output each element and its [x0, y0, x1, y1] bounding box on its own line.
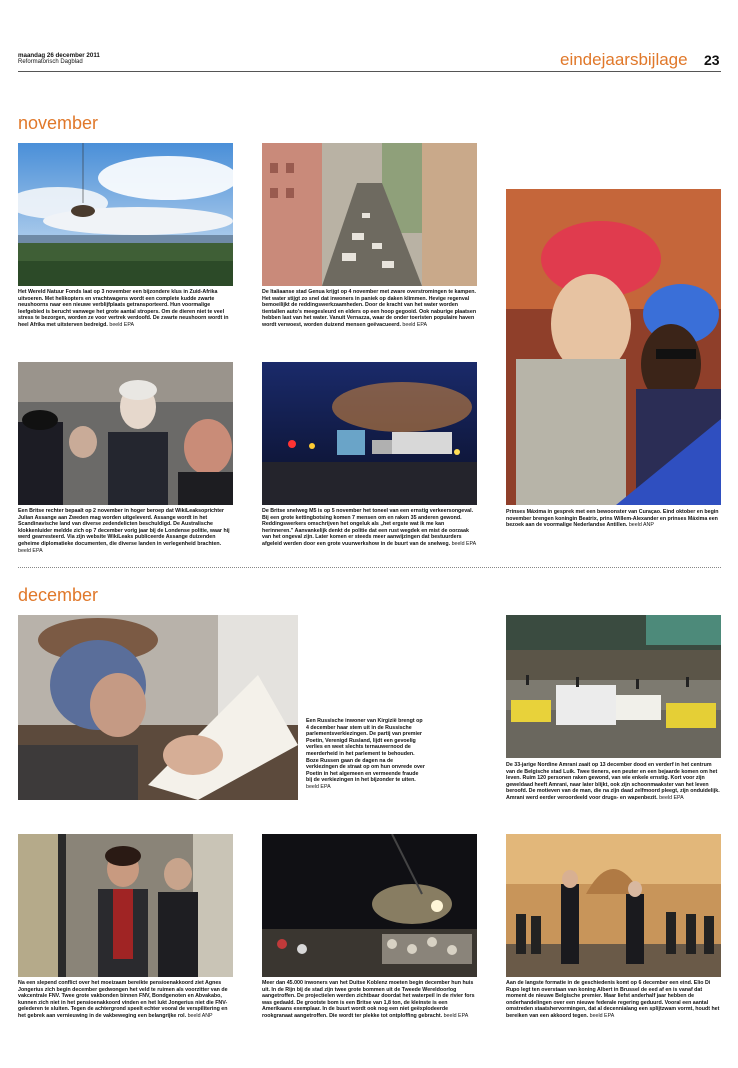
caption-rhino	[18, 289, 233, 329]
newspaper-name: Reformatorisch Dagblad	[18, 59, 83, 65]
photo-kirgizie-voter	[18, 615, 298, 800]
issue-date: maandag 26 december 2011	[18, 52, 100, 59]
photo-m5-crash	[262, 362, 477, 505]
caption-text: Na een slepend conflict over het moeizaam bereikte pensioenakkoord ziet Agnes Jongerius zich begin december gedwongen het veld te ruimen als voorzitter van de vakcentrale FNV. Twee grote vakbonden binnen FNV, Bondgenoten en Abvakabo, kunnen zich niet in het pensioenakkoord vinden en het lukt Jongerius niet die FNV-gelederen te sluiten. Tegen de achtergrond speelt echter vooral de verspilitering en het gebrek aan vernieuwing in de vakbeweging een belangrijke rol.	[18, 980, 228, 1019]
photo-credit: beeld EPA	[443, 1012, 469, 1019]
caption-genoa	[262, 289, 477, 329]
photo-dirupo-oath	[506, 834, 721, 977]
section-title: eindejaarsbijlage	[560, 50, 688, 69]
caption-fnv	[18, 980, 233, 1020]
month-heading-december: december	[18, 585, 99, 605]
caption-text: Een Britse rechter bepaalt op 2 november in hoger beroep dat WikiLeaksoprichter Julian Assange aan Zweden mag worden uitgeleverd. Assange wordt in het Scandinavische land van diverse zedendelicten beschuldigd. De Australische klokkenluider meldde zich op 7 december vorig jaar bij de Londense politie, waar hij werd gearresteerd. Via zijn website WikiLeaks publiceerde Assange duizenden geheime diplomatieke documenten, die diverse landen in verlegenheid brachten.	[18, 508, 230, 547]
header-rule	[18, 71, 721, 72]
caption-maxima	[506, 509, 721, 529]
photo-luik-attack	[506, 615, 721, 758]
photo-credit: beeld EPA	[109, 321, 135, 328]
photo-assange	[18, 362, 233, 505]
photo-credit: beeld EPA	[18, 547, 43, 554]
caption-text: De Italiaanse stad Genua krijgt op 4 november met zware overstromingen te kampen. Het water stijgt zo snel dat inwoners in paniek op daken klimmen. Hevige regenval bemoeilijkt de reddingswerkzaamheden. Door de kracht van het water worden tientallen auto's meegesleurd en elders op een hoop gegooid. Ook naburige plaatsen hebben last van het water. Vanuit Vernazza, waar de onder toeristen populaire haven wordt verwoest, worden duizend mensen geëvacueerd.	[262, 289, 477, 328]
caption-koblenz	[262, 980, 477, 1020]
month-heading-november: november	[18, 113, 99, 133]
photo-credit: beeld EPA	[659, 794, 684, 801]
photo-credit: beeld ANP	[628, 522, 654, 529]
photo-rhino-helicopter	[18, 143, 233, 286]
caption-text: De 33-jarige Nordine Amrani zaait op 13 december dood en verderf in het centrum van de Belgische stad Luik. Twee tieners, een peuter en een bejaarde komen om het leven. Ruim 120 personen raken gewond, van wie enkele ernstig. Kort voor zijn geweldaad heeft Amrani, naar later blijkt, ook zijn schoonmaakster van het leven beroofd. De motieven van de man, die na zijn daad zelfmoord pleegt, zijn onduidelijk. Amrani werd eerder veroordeeld voor drugs- en wapenbezit.	[506, 762, 720, 801]
page-number: 23	[704, 52, 720, 68]
photo-fnv-jongerius	[18, 834, 233, 977]
caption-text: Het Wereld Natuur Fonds laat op 3 november een bijzondere klus in Zuid-Afrika uitvoeren. Met helikopters en vrachtwagens wordt een complete kudde zwarte neushoorns naar een nieuwe verblijfplaats getransporteerd. Hun voormalige leefgebied is berucht vanwege het grote aantal stropers. Om de dieren niet te veel stress te bezorgen, worden ze voor vertrek verdoofd. De zwarte neushoorn wordt in heel Afrika met uitsterven bedreigd.	[18, 289, 229, 328]
photo-credit: beeld EPA	[451, 540, 477, 547]
photo-credit: beeld EPA	[589, 1012, 615, 1019]
caption-assange	[18, 508, 233, 554]
caption-text: Meer dan 45.000 inwoners van het Duitse Koblenz moeten begin december hun huis uit. In de Rijn bij de stad zijn twee grote bommen uit de Tweede Wereldoorlog aangetroffen. De projectielen werden zichtbaar doordat het waterpeil in de rivier fors was gedaald. De grootste bom is een Britse van 1,8 ton, de kleinste is een Amerikaans exemplaar. In de buurt wordt ook nog een niet geëxplodeerde rookgranaat aangetroffen. Die wordt ter plekke tot ontploffing gebracht.	[262, 980, 475, 1019]
caption-text: Prinses Máxima in gesprek met een bewoonster van Curaçao. Eind oktober en begin november brengen koningin Beatrix, prins Willem-Alexander en prinses Máxima een bezoek aan de voormalige Nederlandse Antillen.	[506, 509, 719, 529]
caption-dirupo	[506, 980, 721, 1020]
caption-kirgizie	[306, 718, 426, 791]
photo-koblenz-bomb	[262, 834, 477, 977]
photo-credit: beeld EPA	[402, 321, 428, 328]
section-divider	[18, 567, 721, 568]
caption-text: De Britse snelweg M5 is op 5 november het toneel van een ernstig verkeersongeval. Bij een grote kettingbotsing komen 7 mensen om en raken 35 anderen gewond. Reddingswerkers omschrijven het ongeluk als „het ergste wat ik me kan herinneren." Aanvankelijk denkt de politie dat een rust wegdek en mist de oorzaak van het ongeval zijn. Later komen er steeds meer aanwijzingen dat bestuurders afgeleid werden door een grote vuurwerkshow in de buurt van de snelweg.	[262, 508, 474, 547]
caption-luik	[506, 762, 721, 802]
caption-text: Een Russische inwoner van Kirgizië brengt op 4 december haar stem uit in de Russische parlementsverkiezingen. De partij van premier Poetin, Verenigd Rusland, lijdt een gevoelig verlies en weet slechts ternauwernood de meerderheid in het parlement te behouden. Boze Russen gaan de dagen na de verkiezingen de straat op om hun onvrede over Poetin in het algemeen en vermeende fraude bij de verkiezingen in het bijzonder te uiten.	[306, 718, 425, 784]
photo-credit: beeld EPA	[306, 783, 331, 790]
caption-text: Aan de langste formatie in de geschiedenis komt op 6 december een eind. Elio Di Rupo legt ten overstaan van koning Albert in Brussel de eed af en is vanaf dat moment de nieuwe Belgische premier. Maar liefst anderhalf jaar hebben de onderhandelingen over een nieuwe federale regering geduurd. Vooral een aantal omstreden staatshervormingen, dat al decennialang een splijtzwam vormt, houdt het bereiken van een akkoord tegen.	[506, 980, 720, 1019]
caption-m5	[262, 508, 477, 548]
photo-credit: beeld ANP	[187, 1012, 213, 1019]
photo-genoa-flood	[262, 143, 477, 286]
photo-maxima-curacao	[506, 189, 721, 505]
